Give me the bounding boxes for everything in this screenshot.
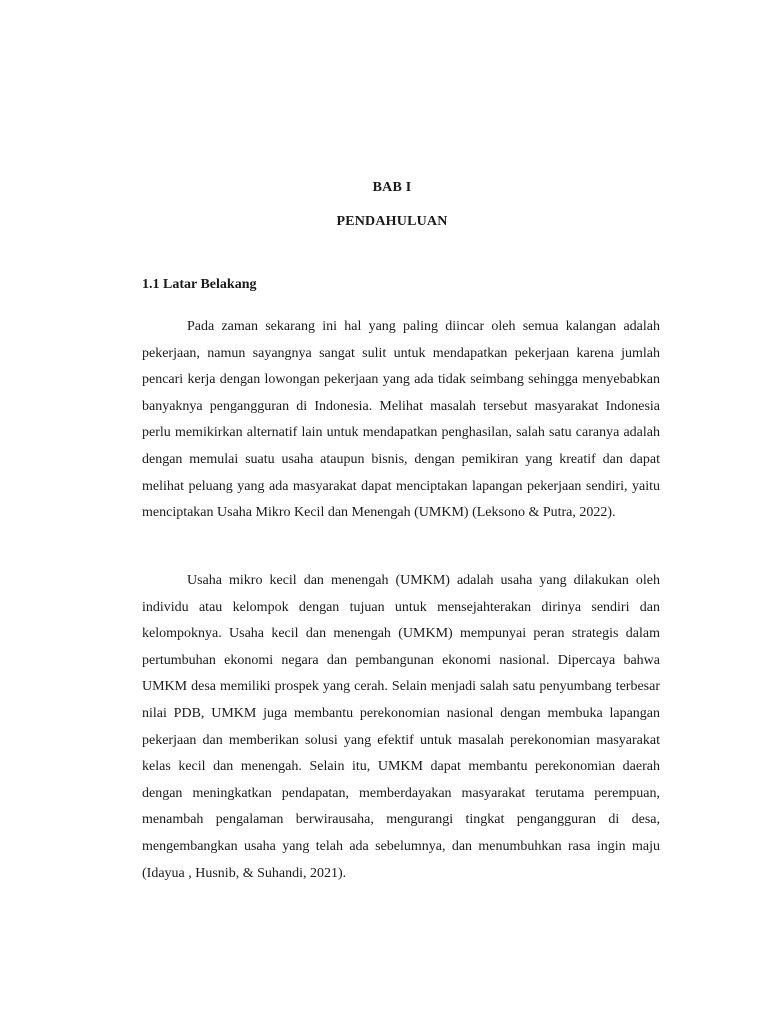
paragraph: Pada zaman sekarang ini hal yang paling diincar oleh semua kalangan adalah pekerjaan, namun sayangnya sangat sulit untuk mendapatkan pekerjaan karena jumlah pencari kerja dengan lowongan pekerjaan yang ada tidak seimbang sehingga menyebabkan banyaknya pengangguran di Indonesia. Melihat masalah tersebut masyarakat Indonesia perlu memikirkan alternatif lain untuk mendapatkan penghasilan, salah satu caranya adalah dengan memulai suatu usaha ataupun bisnis, dengan pemikiran yang kreatif dan dapat melihat peluang yang ada masyarakat dapat menciptakan lapangan pekerjaan sendiri, yaitu menciptakan Usaha Mikro Kecil dan Menengah (UMKM) (Leksono & Putra, 2022). xyxy=(142,319,660,521)
chapter-title: PENDAHULUAN xyxy=(336,214,448,229)
section-title: 1.1 Latar Belakang xyxy=(142,277,257,292)
chapter-number: BAB I xyxy=(372,180,412,195)
paragraph: Usaha mikro kecil dan menengah (UMKM) adalah usaha yang dilakukan oleh individu atau kelompok dengan tujuan untuk mensejahterakan dirinya sendiri dan kelompoknya. Usaha kecil dan menengah (UMKM) mempunyai peran strategis dalam pertumbuhan ekonomi negara dan pembangunan ekonomi nasional. Dipercaya bahwa UMKM desa memiliki prospek yang cerah. Selain menjadi salah satu penyumbang terbesar nilai PDB, UMKM juga membantu perekonomian nasional dengan membuka lapangan pekerjaan dan memberikan solusi yang efektif untuk masalah perekonomian masyarakat kelas kecil dan menengah. Selain itu, UMKM dapat membantu perekonomian daerah dengan meningkatkan pendapatan, memberdayakan masyarakat terutama perempuan, menambah pengalaman berwirausaha, mengurangi tingkat pengangguran di desa, mengembangkan usaha yang telah ada sebelumnya, dan menumbuhkan rasa ingin maju (Idayua , Husnib, & Suhandi, 2021). xyxy=(142,573,660,881)
